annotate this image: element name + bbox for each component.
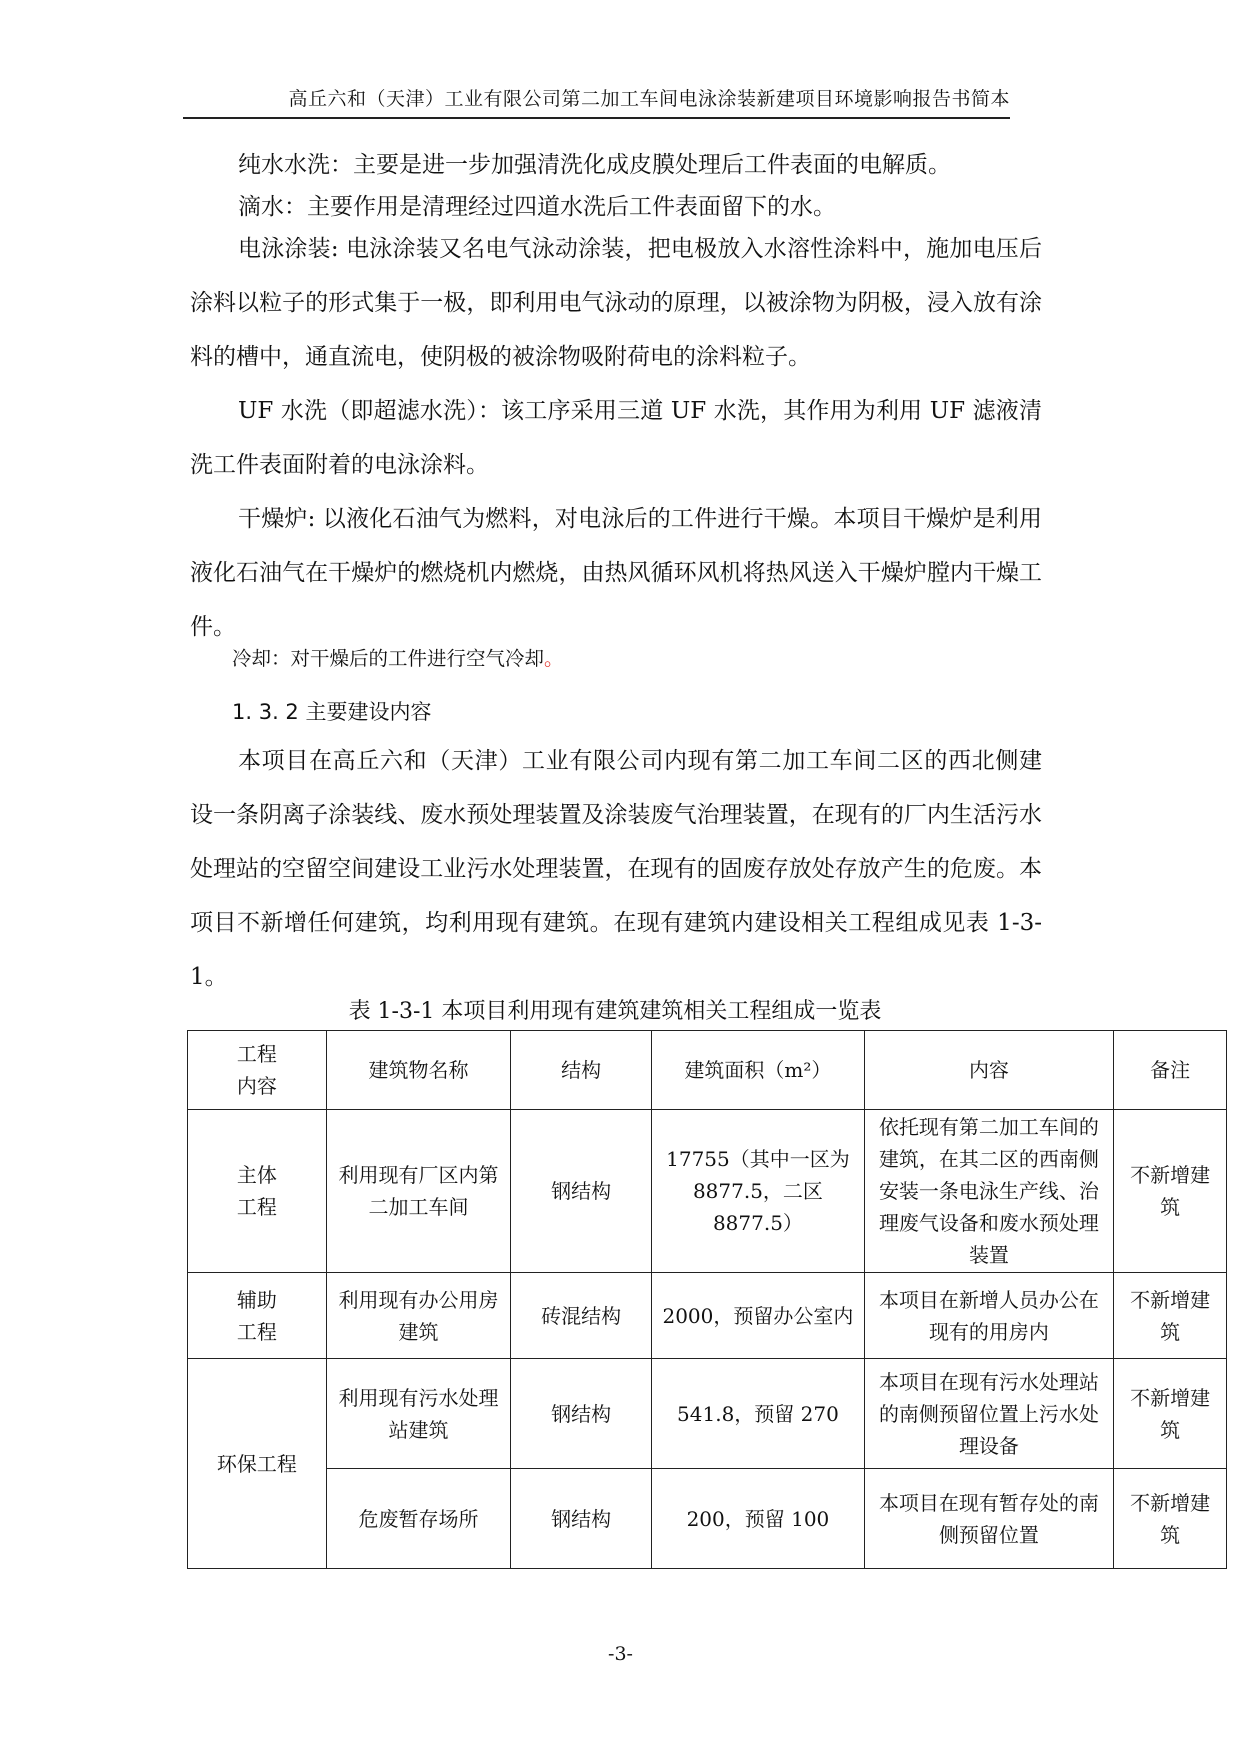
paragraph-drip: 滴水：主要作用是清理经过四道水洗后工件表面留下的水。 <box>238 194 836 220</box>
table-cell-structure: 钢结构 <box>511 1110 652 1273</box>
table-cell-area: 17755（其中一区为 8877.5，二区 8877.5） <box>652 1110 865 1273</box>
table-header-row <box>188 1031 1227 1110</box>
table-cell-building: 利用现有厂区内第二加工车间 <box>326 1110 510 1273</box>
table-caption: 表 1-3-1 本项目利用现有建筑建筑相关工程组成一览表 <box>348 999 882 1024</box>
table-cell-remark: 不新增建筑 <box>1114 1359 1227 1469</box>
header-rule <box>183 117 1010 119</box>
table-cell-content: 本项目在现有污水处理站的南侧预留位置上污水处理设备 <box>864 1359 1113 1469</box>
table-cell-content: 本项目在新增人员办公在现有的用房内 <box>864 1273 1113 1359</box>
table-cell-structure: 钢结构 <box>511 1469 652 1569</box>
table-cell-area: 2000，预留办公室内 <box>652 1273 865 1359</box>
table-cell-category: 环保工程 <box>188 1359 327 1569</box>
section-heading: 1. 3. 2 主要建设内容 <box>232 700 432 724</box>
table-header-cell: 备注 <box>1114 1031 1227 1110</box>
paragraph-electrophoretic-coating: 电泳涂装: 电泳涂装又名电气泳动涂装，把电极放入水溶性涂料中，施加电压后涂料以粒子的形式集于一极，即利用电气泳动的原理，以被涂物为阴极，浸入放有涂料的槽中，通直流电，使阴极的被涂物吸附荷电的涂料粒子。 <box>190 236 1042 370</box>
table-cell-remark: 不新增建筑 <box>1114 1273 1227 1359</box>
table-cell-area: 541.8，预留 270 <box>652 1359 865 1469</box>
cooling-text: 冷却：对干燥后的工件进行空气冷却 <box>232 647 545 670</box>
paragraph-drying-oven: 干燥炉: 以液化石油气为燃料，对电泳后的工件进行干燥。本项目干燥炉是利用液化石油气在干燥炉的燃烧机内燃烧，由热风循环风机将热风送入干燥炉膛内干燥工件。 <box>190 506 1042 640</box>
table-cell-remark: 不新增建筑 <box>1114 1110 1227 1273</box>
table-cell-structure: 钢结构 <box>511 1359 652 1469</box>
table-header-cell: 结构 <box>511 1031 652 1110</box>
table-cell-area: 200，预留 100 <box>652 1469 865 1569</box>
paragraph-cooling <box>232 643 564 671</box>
table-cell-remark: 不新增建筑 <box>1114 1469 1227 1569</box>
project-composition-table <box>187 1030 1227 1569</box>
table-header-cell: 内容 <box>864 1031 1113 1110</box>
table-cell-structure: 砖混结构 <box>511 1273 652 1359</box>
paragraph-uf-wash: UF 水洗（即超滤水洗）：该工序采用三道 UF 水洗，其作用为利用 UF 滤液清洗工件表面附着的电泳涂料。 <box>190 398 1042 478</box>
table-cell-content: 本项目在现有暂存处的南侧预留位置 <box>864 1469 1113 1569</box>
cooling-end-mark: 。 <box>544 647 564 670</box>
table-row <box>188 1359 1227 1469</box>
table-header-cell: 工程内容 <box>188 1031 327 1110</box>
table-cell-building: 危废暂存场所 <box>326 1469 510 1569</box>
page-header-title: 高丘六和（天津）工业有限公司第二加工车间电泳涂装新建项目环境影响报告书简本 <box>288 88 1010 110</box>
table-cell-category: 主体工程 <box>188 1110 327 1273</box>
table-cell-building: 利用现有办公用房建筑 <box>326 1273 510 1359</box>
table-row <box>188 1469 1227 1569</box>
paragraph-construction-content: 本项目在高丘六和（天津）工业有限公司内现有第二加工车间二区的西北侧建设一条阴离子涂装线、废水预处理装置及涂装废气治理装置，在现有的厂内生活污水处理站的空留空间建设工业污水处理装置，在现有的固废存放处存放产生的危废。本项目不新增任何建筑，均利用现有建筑。在现有建筑内建设相关工程组成见表 1-3-1。 <box>190 748 1042 990</box>
paragraph-pure-water-wash: 纯水水洗：主要是进一步加强清洗化成皮膜处理后工件表面的电解质。 <box>238 152 951 178</box>
table-cell-category: 辅助工程 <box>188 1273 327 1359</box>
page-number: -3- <box>608 1643 633 1665</box>
table-cell-content: 依托现有第二加工车间的建筑，在其二区的西南侧安装一条电泳生产线、治理废气设备和废水预处理装置 <box>864 1110 1113 1273</box>
table-header-cell: 建筑面积（m²） <box>652 1031 865 1110</box>
table-cell-building: 利用现有污水处理站建筑 <box>326 1359 510 1469</box>
table-header-cell: 建筑物名称 <box>326 1031 510 1110</box>
table-row <box>188 1110 1227 1273</box>
table-row <box>188 1273 1227 1359</box>
